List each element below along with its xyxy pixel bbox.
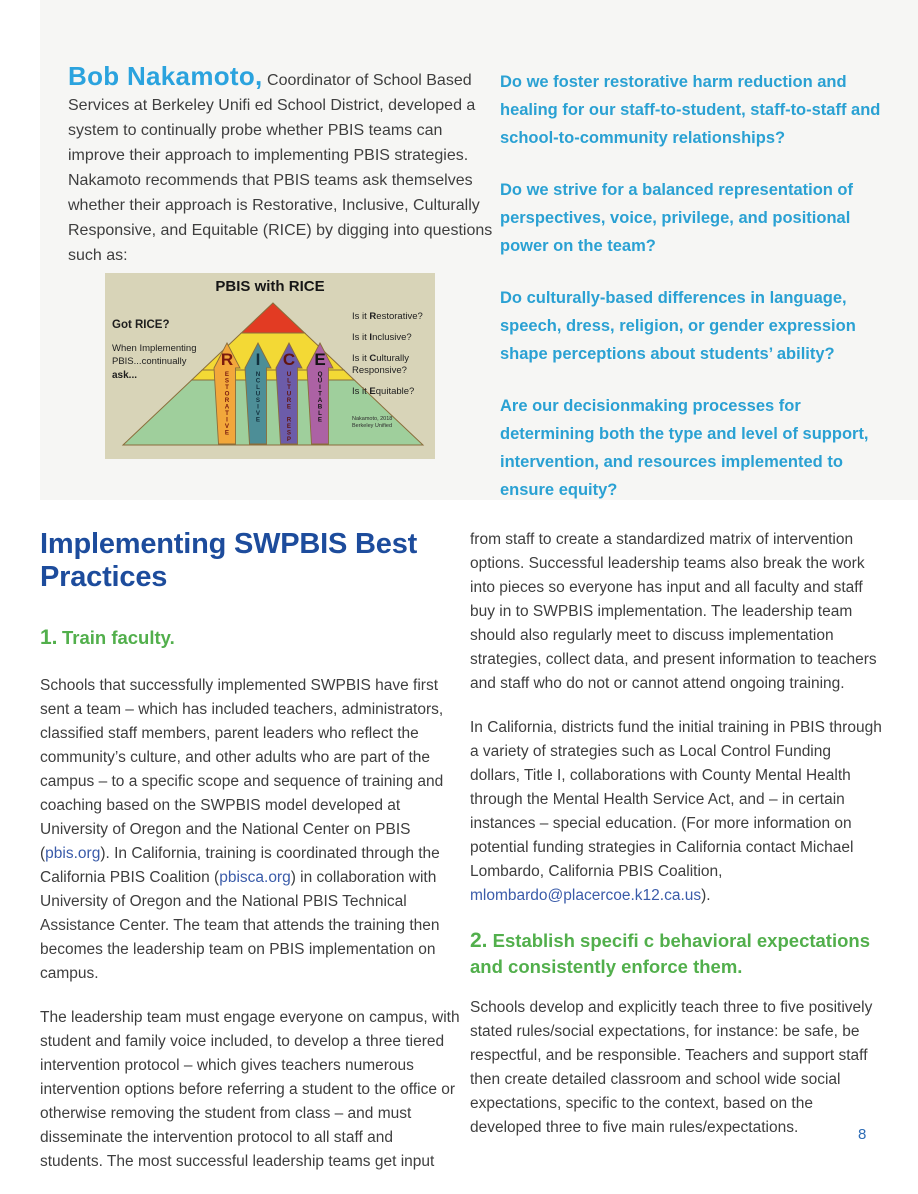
is-it-inclusive: Is it Inclusive? — [352, 332, 412, 343]
rice-word-letter: N — [255, 371, 261, 378]
rice-word-letter: T — [225, 410, 229, 417]
is-it-restorative: Is it Restorative? — [352, 311, 423, 322]
lead-text: Coordinator of School Based Services at Berkeley Unifi ed School District, developed a system to continually probe whether PBIS teams can improve their approach to implementing PBIS strategies. Nakamoto recommends that PBIS teams ask themselves whether their approach is Restorative, Inclusive, Culturally Responsive, and Equitable (RICE) by digging into questions such as: — [68, 72, 493, 264]
rice-word-letter: L — [318, 410, 322, 417]
rice-question-1: Do we foster restorative harm reduction and healing for our staff-to-student, staff-to-staff and school-to-community relationships? — [500, 73, 881, 147]
rice-question-2: Do we strive for a balanced representation of perspectives, voice, privilege, and positional power on the team? — [500, 181, 854, 255]
rice-word-letter: A — [224, 403, 230, 411]
rice-word-letter: T — [225, 384, 229, 391]
rice-word-letter: P — [286, 436, 292, 443]
mlombardo-email-link[interactable]: mlombardo@placercoe.k12.ca.us — [470, 887, 702, 904]
train-faculty-paragraph-2: The leadership team must engage everyone on campus, with student and family voice included, to develop a three tiered intervention protocol – which gives teachers numerous intervention options before referring a student to the office or otherwise removing the student from class – and must disseminate the intervention protocol to all staff and students. The most successful leadership teams get input — [40, 1009, 460, 1170]
train-faculty-paragraph-3: from staff to create a standardized matrix of intervention options. Successful leadership teams also break the work into pieces so everyone has input and all faculty and staff buy in to SWPBIS implementation. The leadership team should also regularly meet to discuss implementation strategies, collect data, and present information to teachers and staff who do not or cannot attend ongoing training. — [470, 531, 877, 692]
rice-word-letter: R — [224, 397, 230, 404]
main-right-column — [470, 528, 882, 1160]
rice-word-letter: E — [317, 416, 323, 424]
rice-big-letter-r: R — [220, 350, 234, 369]
when-implementing-line2: PBIS...continually — [112, 356, 187, 367]
ask-label: ask... — [112, 370, 138, 381]
rice-word-letter: C — [255, 377, 261, 385]
rice-word-letter: S — [224, 377, 230, 385]
rice-word-letter: E — [224, 429, 230, 437]
train-faculty-paragraph-4: In California, districts fund the initial training in PBIS through a variety of strategies such as Local Control Funding dollars, Title I, collaborations with County Mental Health through the Mental Health Service Act, and – in certain instances – special education. (For more information on potential funding strategies in California contact Michael Lombardo, California PBIS Coalition, mlombardo@placercoe.k12.ca.us). — [470, 719, 882, 904]
nakamoto-lead-paragraph — [68, 61, 496, 268]
rice-word-letter: O — [224, 390, 230, 398]
rice-word-letter: E — [224, 371, 230, 378]
rice-big-letter-e: E — [314, 350, 326, 369]
rice-word-letter: L — [287, 377, 291, 385]
pbis-org-link[interactable]: pbis.org — [45, 845, 101, 862]
rice-word-letter: E — [255, 416, 261, 424]
rice-word-letter: B — [317, 403, 323, 411]
rice-word-letter: V — [255, 410, 261, 417]
rice-word-letter: E — [286, 403, 292, 411]
rice-word-letter: U — [255, 390, 261, 398]
pbis-rice-diagram — [105, 273, 435, 459]
diagram-left-labels — [112, 319, 214, 381]
rice-word-letter: T — [318, 390, 322, 398]
diagram-attribution: Nakamoto, 2018 Berkeley Unified — [352, 416, 393, 429]
got-rice-label: Got RICE? — [112, 319, 170, 331]
rice-word-letter: I — [257, 403, 259, 411]
when-implementing-line1: When Implementing — [112, 343, 197, 354]
rice-word-letter: L — [256, 384, 260, 391]
rice-word-letter: A — [317, 397, 323, 404]
rice-word-letter: R — [286, 416, 292, 424]
section-1-heading: 1. Train faculty. — [40, 626, 175, 649]
rice-word-letter: E — [286, 423, 292, 430]
rice-word-letter: S — [255, 397, 261, 404]
rice-big-letter-i: I — [255, 350, 261, 369]
rice-word-letter: S — [286, 429, 292, 437]
rice-questions-list — [500, 68, 888, 528]
rice-word-letter: R — [286, 397, 292, 404]
pyramid-tier3-red — [241, 303, 304, 333]
rice-word-letter: U — [317, 377, 323, 385]
rice-word-letter: U — [286, 390, 292, 398]
main-left-column — [40, 528, 460, 1194]
page-title: Implementing SWPBIS Best Practices — [40, 528, 418, 593]
author-name: Bob Nakamoto, — [68, 61, 263, 91]
section-2-heading: 2. Establish specifi c behavioral expectations and consistently enforce them. — [470, 929, 870, 977]
page-number: 8 — [858, 1126, 867, 1143]
rice-word-letter: V — [224, 423, 230, 430]
train-faculty-paragraph-1: Schools that successfully implemented SWPBIS have first sent a team – which has included teachers, administrators, classified staff members, parent leaders who reflect the community’s culture, and other adults who are part of the campus – to a specific scope and sequence of training and coaching based on the SWPBIS model developed at University of Oregon and the National Center on PBIS (pbis.org). In California, training is coordinated through the California PBIS Coalition (pbisca.org) in collaboration with University of Oregon and the National PBIS Technical Assistance Center. The team that attends the training then becomes the leadership team on PBIS implementation on campus. — [40, 677, 444, 982]
expectations-paragraph-1: Schools develop and explicitly teach three to five positively stated rules/social expectations, for instance: be safe, be respectful, and be responsible. Teachers and support staff then create detailed classroom and school wide social expectations, specific to the context, based on the developed three to five main rules/expectations. — [470, 999, 873, 1136]
rice-word-letter: I — [226, 416, 228, 424]
diagram-title: PBIS with RICE — [215, 278, 325, 295]
rice-word-letter: U — [286, 371, 292, 378]
is-it-culturally-responsive: Is it Culturally Responsive? — [352, 353, 410, 376]
pbisca-org-link[interactable]: pbisca.org — [219, 869, 291, 886]
rice-big-letter-c: C — [282, 350, 296, 369]
rice-question-4: Are our decisionmaking processes for determining both the type and level of support, intervention, and resources implemented to ensure equity? — [500, 397, 869, 499]
rice-word-letter: I — [319, 384, 321, 391]
rice-word-letter: Q — [317, 371, 323, 378]
rice-question-3: Do culturally-based differences in language, speech, dress, religion, or gender expression shape perceptions about students’ ability? — [500, 289, 856, 363]
nakamoto-callout-panel — [40, 0, 918, 500]
rice-word-letter: T — [287, 384, 291, 391]
diagram-right-labels — [352, 311, 435, 407]
is-it-equitable: Is it Equitable? — [352, 386, 415, 397]
